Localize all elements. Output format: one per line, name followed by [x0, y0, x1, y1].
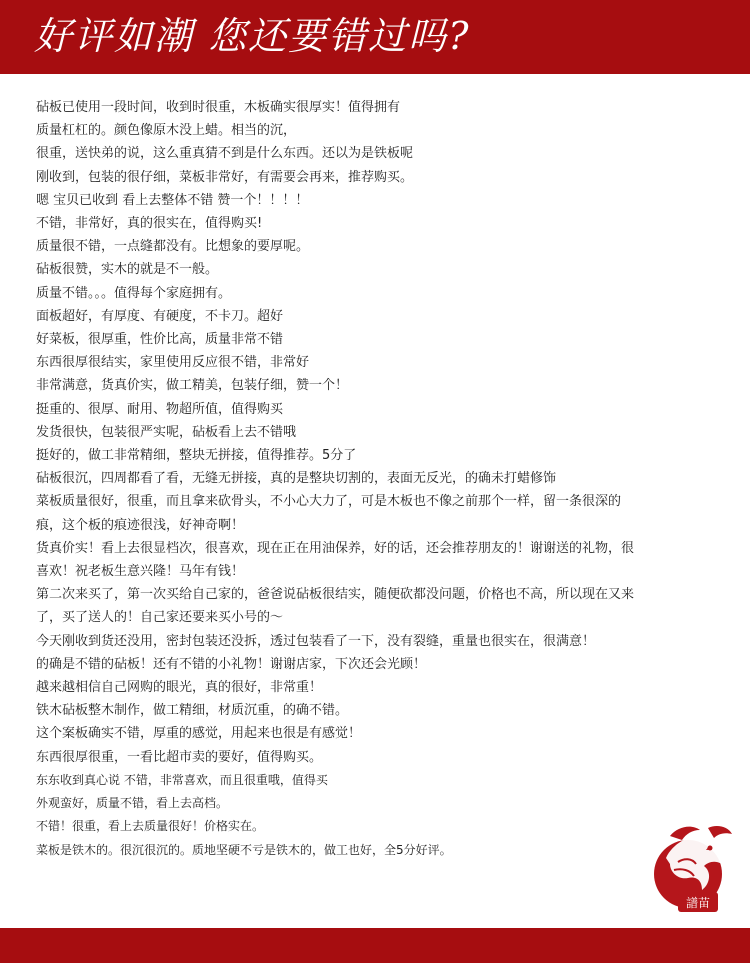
- review-item: 不错！很重，看上去质量很好！价格实在。: [36, 819, 265, 834]
- dragon-seal-logo: [648, 818, 738, 918]
- review-item: 面板超好，有厚度、有硬度，不卡刀。超好: [36, 308, 284, 324]
- review-item: 这个案板确实不错，厚重的感觉，用起来也很是有感觉！: [36, 726, 362, 742]
- review-item: 砧板很赞，实木的就是不一般。: [36, 262, 219, 278]
- review-item: 东东收到真心说 不错，非常喜欢，而且很重哦，值得买: [36, 772, 328, 787]
- review-item: 货真价实！看上去很显档次，很喜欢，现在正在用油保养，好的话，还会推荐朋友的！谢谢送的礼物，很喜欢！祝老板生意兴隆！马年有钱！: [36, 540, 635, 580]
- review-item: 砧板已使用一段时间，收到时很重，木板确实很厚实！值得拥有: [36, 100, 401, 115]
- logo-text: 譜苗: [685, 896, 711, 910]
- review-item: 质量很不错，一点缝都没有。比想象的要厚呢。: [36, 239, 310, 255]
- review-item: 非常满意，货真价实，做工精美，包装仔细，赞一个！: [36, 378, 349, 394]
- review-item: 第二次来买了，第一次买给自己家的，爸爸说砧板很结实，随便砍都没问题，价格也不高，所以现在又来了，买了送人的！自己家还要来买小号的～: [36, 587, 635, 626]
- page-title: 好评如潮 您还要错过吗?: [34, 14, 471, 58]
- review-item: 嗯 宝贝已收到 看上去整体不错 赞一个！！！！: [36, 192, 309, 208]
- header-banner: [0, 0, 750, 74]
- review-item: 东西很厚很结实，家里使用反应很不错，非常好: [36, 355, 310, 371]
- review-list: [36, 96, 636, 862]
- review-item: 质量杠杠的。颜色像原木没上蜡。相当的沉，: [36, 123, 297, 139]
- review-item: 不错，非常好，真的很实在，值得购买!: [36, 216, 263, 232]
- review-item: 挺好的，做工非常精细，整块无拼接，值得推荐。5分了: [36, 448, 357, 464]
- review-item: 的确是不错的砧板！还有不错的小礼物！谢谢店家，下次还会光顾！: [36, 656, 427, 672]
- review-item: 菜板质量很好，很重，而且拿来砍骨头，不小心大力了，可是木板也不像之前那个一样，留一条很深的痕，这个板的痕迹很浅，好神奇啊！: [36, 494, 622, 533]
- review-item: 砧板很沉，四周都看了看，无缝无拼接，真的是整块切割的，表面无反光，的确未打蜡修饰: [36, 471, 557, 487]
- review-item: 挺重的、很厚、耐用、物超所值，值得购买: [36, 401, 284, 417]
- review-item: 质量不错。。。值得每个家庭拥有。: [36, 285, 232, 301]
- review-item: 好菜板，很厚重，性价比高，质量非常不错: [36, 332, 284, 348]
- review-item: 越来越相信自己网购的眼光，真的很好，非常重！: [36, 680, 323, 696]
- review-item: 菜板是铁木的。很沉很沉的。质地坚硬不亏是铁木的，做工也好，全5分好评。: [36, 842, 452, 857]
- dragon-icon: [648, 818, 738, 918]
- review-item: 刚收到，包装的很仔细，菜板非常好，有需要会再来，推荐购买。: [36, 169, 414, 185]
- review-item: 外观蛮好，质量不错，看上去高档。: [36, 796, 229, 811]
- footer-bar: [0, 928, 750, 963]
- review-item: 很重，送快弟的说，这么重真猜不到是什么东西。还以为是铁板呢: [36, 146, 414, 162]
- review-item: 铁木砧板整木制作，做工精细，材质沉重，的确不错。: [36, 703, 349, 719]
- review-item: 发货很快，包装很严实呢，砧板看上去不错哦: [36, 424, 297, 440]
- review-item: 东西很厚很重，一看比超市卖的要好，值得购买。: [36, 749, 323, 765]
- review-item: 今天刚收到货还没用，密封包装还没拆，透过包装看了一下，没有裂缝，重量也很实在，很满意！: [36, 633, 596, 649]
